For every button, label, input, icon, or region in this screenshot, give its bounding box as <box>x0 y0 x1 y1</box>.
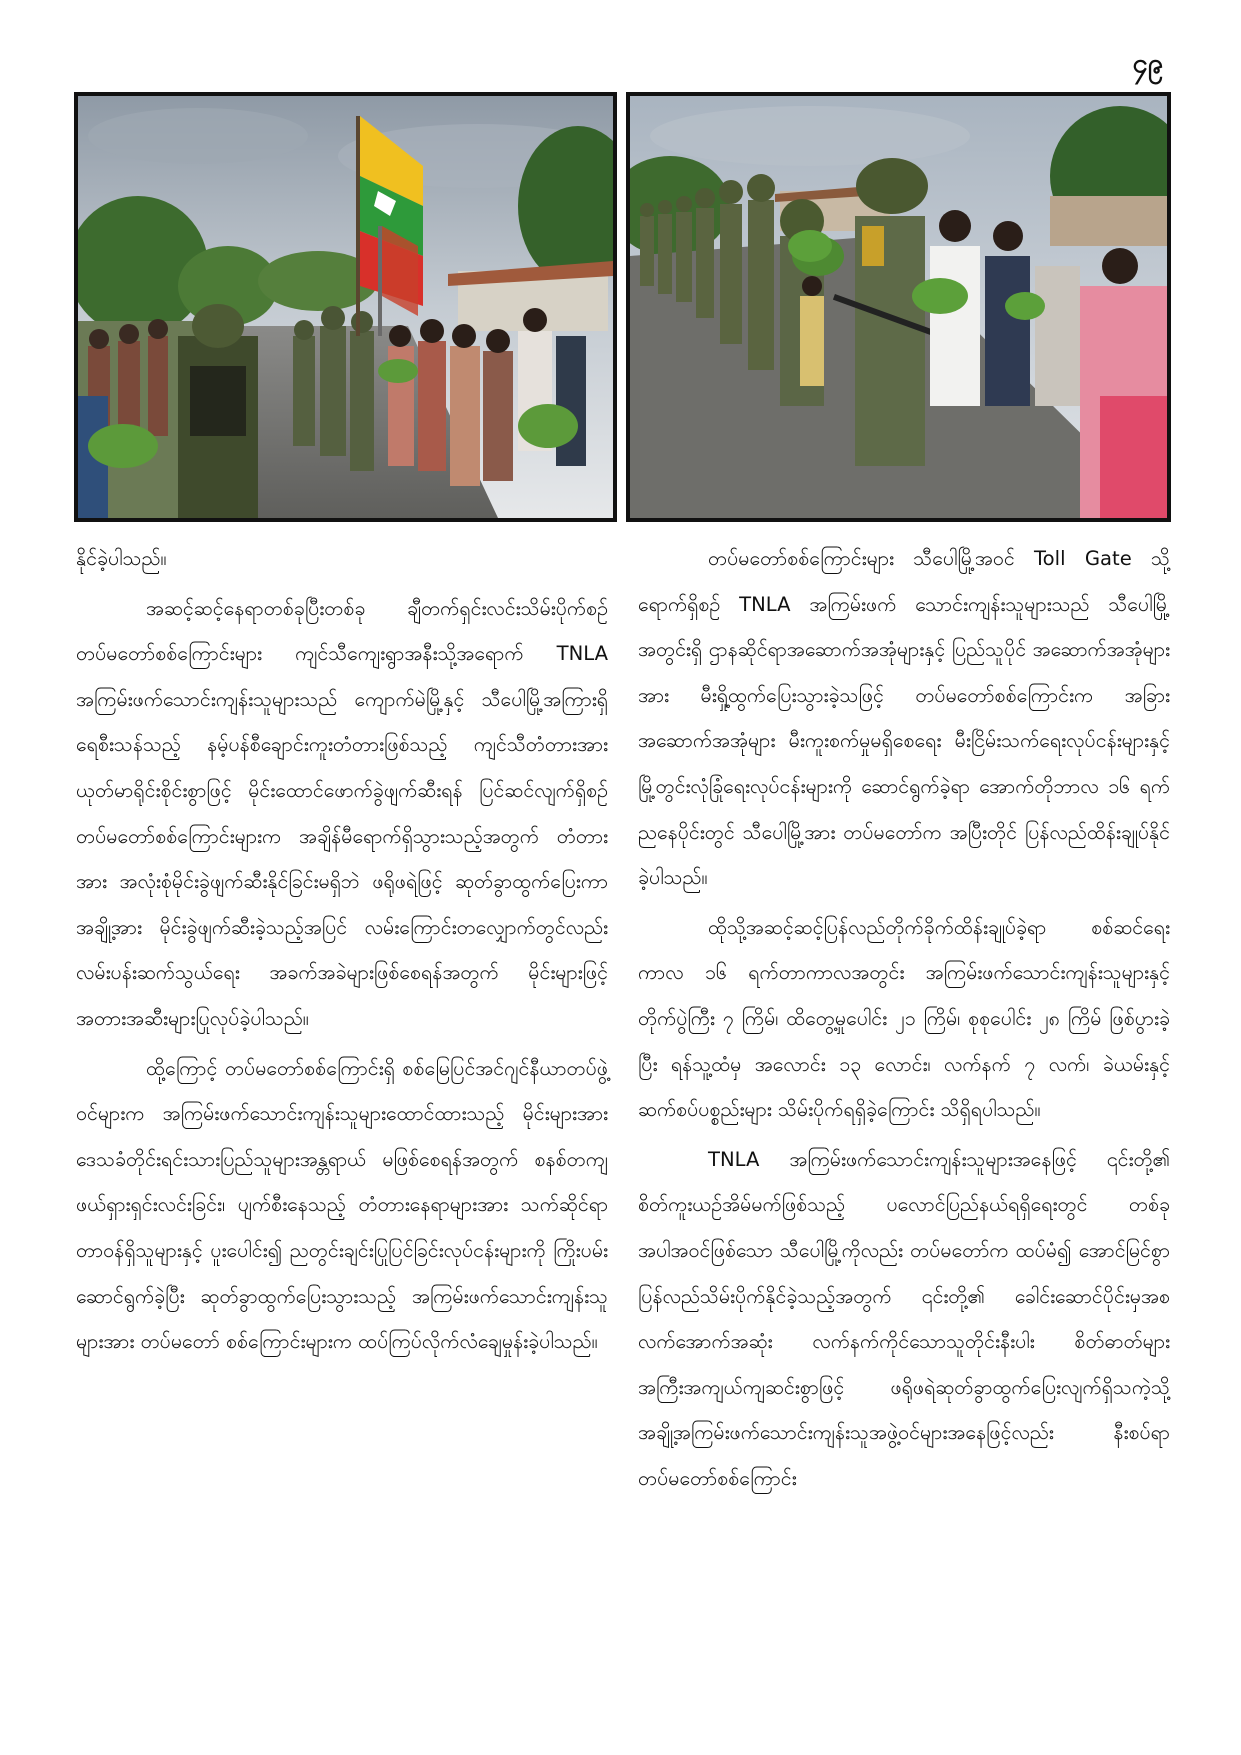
paragraph: အဆင့်ဆင့်နေရာတစ်ခုပြီးတစ်ခု ချီတက်ရှင်းလင်းသိမ်းပိုက်စဉ် တပ်မတော်စစ်ကြောင်းများ ကျင်သီကျေးရွာအနီးသို့အရောက် TNLA အကြမ်းဖက်သောင်းကျန်းသူများသည် ကျောက်မဲမြို့နှင့် သီပေါမြို့အကြားရှိ ရေစီးသန်သည့် နမ့်ပန်စီချောင်းကူးတံတားဖြစ်သည့် ကျင်သီတံတားအား ယုတ်မာရိုင်းစိုင်းစွာဖြင့် မိုင်းထောင်ဖောက်ခွဲဖျက်ဆီးရန် ပြင်ဆင်လျက်ရှိစဉ် တပ်မတော်စစ်ကြောင်းများက အချိန်မီရောက်ရှိသွားသည့်အတွက် တံတားအား အလုံးစုံမိုင်းခွဲဖျက်ဆီးနိုင်ခြင်းမရှိဘဲ ဖရိုဖရဲဖြင့် ဆုတ်ခွာထွက်ပြေးကာ အချို့အား မိုင်းခွဲဖျက်ဆီးခဲ့သည့်အပြင် လမ်းကြောင်းတလျှောက်တွင်လည်း လမ်းပန်းဆက်သွယ်ရေး အခက်အခဲများဖြစ်စေရန်အတွက် မိုင်းများဖြင့် အတားအဆီးများပြုလုပ်ခဲ့ပါသည်။ <box>76 596 608 1030</box>
paragraph: နိုင်ခဲ့ပါသည်။ <box>76 547 167 570</box>
paragraph: တပ်မတော်စစ်ကြောင်းများ သီပေါမြို့အဝင် Toll Gate သို့ ရောက်ရှိစဉ် TNLA အကြမ်းဖက် သောင်းကျန်းသူများသည် သီပေါမြို့အတွင်းရှိ ဌာနဆိုင်ရာအဆောက်အအုံများနှင့် ပြည်သူပိုင် အဆောက်အအုံများအား မီးရှို့ထွက်ပြေးသွားခဲ့သဖြင့် တပ်မတော်စစ်ကြောင်းက အခြားအဆောက်အအုံများ မီးကူးစက်မှုမရှိစေရေး မီးငြိမ်းသက်ရေးလုပ်ငန်းများနှင့် မြို့တွင်းလုံခြုံရေးလုပ်ငန်းများကို ဆောင်ရွက်ခဲ့ရာ အောက်တိုဘာလ ၁၆ ရက် ညနေပိုင်းတွင် သီပေါမြို့အား တပ်မတော်က အပြီးတိုင် ပြန်လည်ထိန်းချုပ်နိုင်ခဲ့ပါသည်။ <box>638 547 1170 890</box>
page-number: ၄၉ <box>1132 48 1163 79</box>
left-text-column <box>76 536 608 1369</box>
right-text-column <box>638 536 1170 1505</box>
paragraph: TNLA အကြမ်းဖက်သောင်းကျန်းသူများအနေဖြင့် ၎င်းတို့၏ စိတ်ကူးယဉ်အိမ်မက်ဖြစ်သည့် ပလောင်ပြည်နယ်ရရှိရေးတွင် တစ်ခုအပါအဝင်ဖြစ်သော သီပေါမြို့ကိုလည်း တပ်မတော်က ထပ်မံ၍ အောင်မြင်စွာ ပြန်လည်သိမ်းပိုက်နိုင်ခဲ့သည့်အတွက် ၎င်းတို့၏ ခေါင်းဆောင်ပိုင်းမှအစ လက်အောက်အဆုံး လက်နက်ကိုင်သောသူတိုင်းနီးပါး စိတ်ဓာတ်များ အကြီးအကျယ်ကျဆင်းစွာဖြင့် ဖရိုဖရဲဆုတ်ခွာထွက်ပြေးလျက်ရှိသကဲ့သို့ အချို့အကြမ်းဖက်သောင်းကျန်းသူအဖွဲ့ဝင်များအနေဖြင့်လည်း နီးစပ်ရာတပ်မတော်စစ်ကြောင်း <box>638 1147 1170 1490</box>
paragraph: ထို့ကြောင့် တပ်မတော်စစ်ကြောင်းရှိ စစ်မြေပြင်အင်ဂျင်နီယာတပ်ဖွဲ့ဝင်များက အကြမ်းဖက်သောင်းကျန်းသူများထောင်ထားသည့် မိုင်းများအား ဒေသခံတိုင်းရင်းသားပြည်သူများအန္တရာယ် မဖြစ်စေရန်အတွက် စနစ်တကျ ဖယ်ရှားရှင်းလင်းခြင်း၊ ပျက်စီးနေသည့် တံတားနေရာများအား သက်ဆိုင်ရာ တာဝန်ရှိသူများနှင့် ပူးပေါင်း၍ ညတွင်းချင်းပြုပြင်ခြင်းလုပ်ငန်းများကို ကြိုးပမ်းဆောင်ရွက်ခဲ့ပြီး ဆုတ်ခွာထွက်ပြေးသွားသည့် အကြမ်းဖက်သောင်းကျန်းသူများအား တပ်မတော် စစ်ကြောင်းများက ထပ်ကြပ်လိုက်လံချေမှုန်းခဲ့ပါသည်။ <box>76 1056 608 1354</box>
soldiers-with-flag-photo <box>74 92 617 522</box>
soldiers-welcomed-by-villagers-photo <box>626 92 1171 522</box>
paragraph: ထိုသို့အဆင့်ဆင့်ပြန်လည်တိုက်ခိုက်ထိန်းချုပ်ခဲ့ရာ စစ်ဆင်ရေးကာလ ၁၆ ရက်တာကာလအတွင်း အကြမ်းဖက်သောင်းကျန်းသူများနှင့် တိုက်ပွဲကြီး ၇ ကြိမ်၊ ထိတွေ့မှုပေါင်း ၂၁ ကြိမ်၊ စုစုပေါင်း ၂၈ ကြိမ် ဖြစ်ပွားခဲ့ပြီး ရန်သူ့ထံမှ အလောင်း ၁၃ လောင်း၊ လက်နက် ၇ လက်၊ ခဲယမ်းနှင့် ဆက်စပ်ပစ္စည်းများ သိမ်းပိုက်ရရှိခဲ့ကြောင်း သိရှိရပါသည်။ <box>638 915 1170 1122</box>
